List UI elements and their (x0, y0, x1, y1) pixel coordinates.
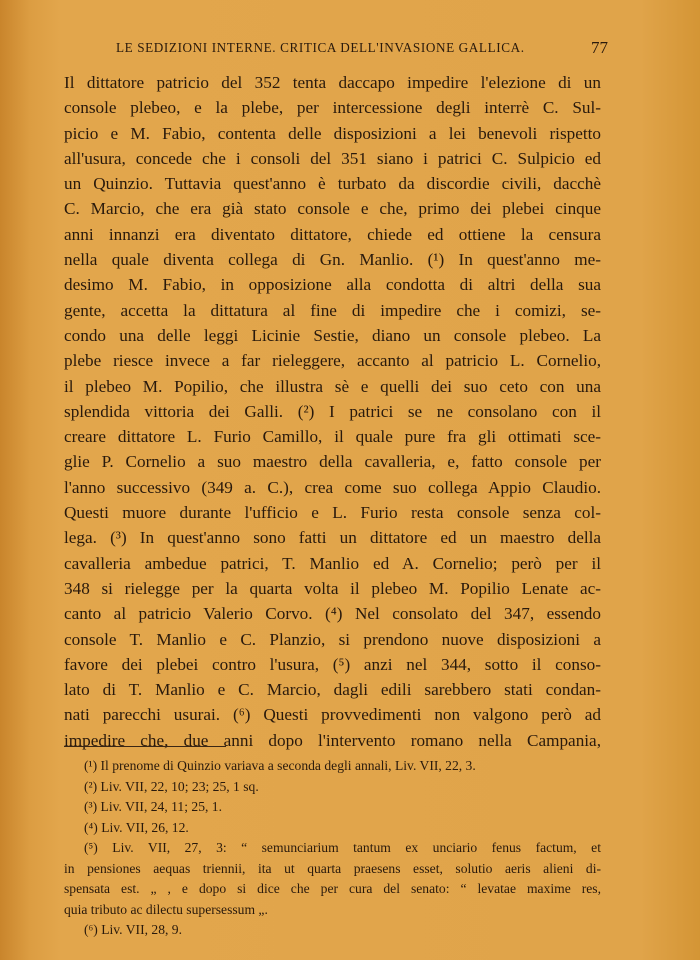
text-line: plebe riesce invece a far rieleggere, accanto al patricio L. Cornelio, (64, 351, 601, 371)
page-number: 77 (591, 38, 608, 57)
footnote-6: (⁶) Liv. VII, 28, 9. (84, 922, 182, 937)
text-line: 348 si rielegge per la quarta volta il plebeo M. Popilio Lenate ac- (64, 578, 601, 598)
text-line: all'usura, concede che i consoli del 351 siano i patrici C. Sulpicio ed (64, 148, 601, 168)
text-line: console T. Manlio e C. Planzio, si prendono nuove disposizioni a (64, 629, 601, 649)
text-line: C. Marcio, che era già stato console e che, primo dei plebei cinque (64, 199, 601, 219)
footnote-4: (⁴) Liv. VII, 26, 12. (84, 819, 189, 835)
text-line: canto al patricio Valerio Corvo. (⁴) Nel consolato del 347, essendo (64, 604, 601, 624)
text-line: un Quinzio. Tuttavia quest'anno è turbato da discordie civili, dacchè (64, 174, 601, 194)
text-line: impedire che, due anni dopo l'intervento romano nella Campania, (64, 730, 601, 750)
text-line: console plebeo, e la plebe, per intercessione degli interrè C. Sul- (64, 98, 601, 118)
text-line: anni innanzi era diventato dittatore, chiede ed ottiene la censura (64, 224, 601, 244)
text-line: favore dei plebei contro l'usura, (⁵) anzi nel 344, sotto il conso- (64, 654, 601, 674)
text-line: Il dittatore patricio del 352 tenta daccapo impedire l'elezione di un (64, 73, 601, 92)
text-line: condo una delle leggi Licinie Sestie, diano un console plebeo. La (64, 325, 601, 345)
text-line: il plebeo M. Popilio, che illustra sè e quelli dei suo ceto con una (64, 376, 601, 396)
text-line: nati parecchi usurai. (⁶) Questi provvedimenti non valgono però ad (64, 705, 601, 725)
text-line: glie P. Cornelio a suo maestro della cavalleria, e, fatto console per (64, 452, 601, 472)
text-line: lega. (³) In quest'anno sono fatti un dittatore ed un maestro della (64, 528, 601, 548)
text-line: splendida vittoria dei Galli. (²) I patrici se ne consolano con il (64, 401, 601, 421)
running-header (62, 38, 608, 60)
text-line: cavalleria ambedue patrici, T. Manlio ed A. Cornelio; però per il (64, 553, 601, 573)
footnote-5-continued: quia tributo ac dilectu supersessum „. (64, 901, 268, 917)
text-line: Questi muore durante l'ufficio e L. Furio resta console senza col- (64, 503, 601, 523)
footnote-separator (64, 746, 226, 747)
footnote-5-continued: in pensiones aequas triennii, ita ut quarta praesens esset, solutio aeris alieni di- (64, 860, 601, 876)
text-line: nella quale diventa collega di Gn. Manlio. (¹) In quest'anno me- (64, 250, 601, 270)
text-line: l'anno successivo (349 a. C.), crea come suo collega Appio Claudio. (64, 477, 601, 497)
footnote-2: (²) Liv. VII, 22, 10; 23; 25, 1 sq. (84, 778, 259, 794)
text-line: desimo M. Fabio, in opposizione alla condotta di altri della sua (64, 275, 601, 295)
body-text (64, 70, 601, 753)
footnote-5: (⁵) Liv. VII, 27, 3: “ semunciarium tantum ex unciario fenus factum, et (84, 840, 601, 855)
text-line: gente, accetta la dittatura al fine di impedire che i comizi, se- (64, 300, 601, 320)
footnote-5-continued: spensata est. „ , e dopo si dice che per cura del senato: “ levatae maxime res, (64, 881, 601, 896)
footnote-1: (¹) Il prenome di Quinzio variava a seconda degli annali, Liv. VII, 22, 3. (84, 758, 476, 773)
footnotes (64, 756, 601, 941)
running-title: LE SEDIZIONI INTERNE. CRITICA DELL'INVASIONE GALLICA. (116, 40, 525, 55)
footnote-3: (³) Liv. VII, 24, 11; 25, 1. (84, 799, 222, 814)
text-line: creare dittatore L. Furio Camillo, il quale pure fra gli ottimati sce- (64, 427, 601, 447)
text-line: lato di T. Manlio e C. Marcio, dagli edili sarebbero stati condan- (64, 680, 601, 700)
text-line: picio e M. Fabio, contenta delle disposizioni a lei benevoli rispetto (64, 123, 601, 143)
